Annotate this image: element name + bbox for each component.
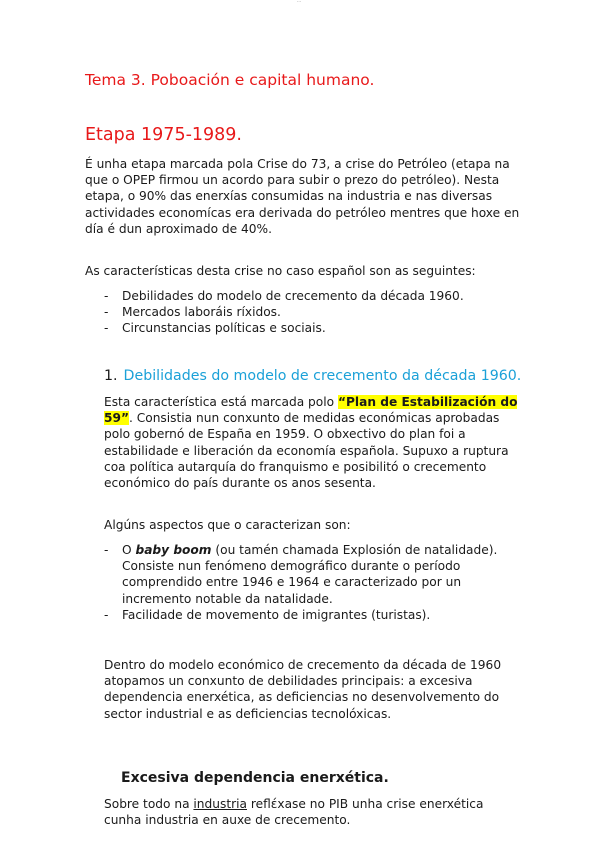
characteristics-list: [104, 288, 524, 337]
list-item: [104, 607, 514, 623]
plan-text-before: Esta característica está marcada polo: [104, 395, 338, 409]
aspect-text: Facilidade de movemento de imigrantes (turistas).: [122, 607, 431, 622]
last-text-after: reflέxase no PIB unha crise enerxética cunha industria en auxe de crecemento.: [104, 797, 484, 828]
section-heading: Etapa 1975-1989.: [85, 125, 242, 145]
plan-paragraph: [104, 394, 524, 491]
subsection-number: 1.: [104, 368, 118, 384]
subsubsection-heading: Excesiva dependencia enerxética.: [121, 770, 389, 786]
weakness-paragraph: Dentro do modelo económico de crecemento da década de 1960 atopamos un conxunto de debilidades principais: a excesiva dependencia enerxética, as deficiencias no desenvolvemento do sector industrial e as deficiencias tecnolóxicas.: [104, 658, 502, 721]
aspect-prefix: O: [122, 543, 136, 557]
plan-highlight: “Plan de Estabilización do 59”: [104, 395, 518, 426]
subsection-title: Debilidades do modelo de crecemento da década 1960.: [123, 368, 522, 384]
underlined-term: industria: [193, 797, 247, 811]
subsection-heading: [104, 368, 521, 384]
aspects-intro: Algúns aspectos que o caracterizan son:: [104, 518, 351, 532]
last-text-before: Sobre todo na: [104, 797, 194, 811]
aspect-text: (ou tamén chamada Explosión de natalidade). Consiste nun fenómeno demográfico durante o período comprendido entre 1946 e 1964 e caracterizado por un incremento notable da natalidade.: [122, 543, 498, 606]
characteristics-intro: As características desta crise no caso español son as seguintes:: [85, 264, 476, 278]
last-paragraph: [104, 796, 524, 828]
list-item: - Circunstancias políticas e sociais.: [104, 320, 524, 336]
plan-text-after: . Consistia nun conxunto de medidas económicas aprobadas polo gobernó de España en 1959. O obxectivo do plan foi a estabilidade e liberación da economía española. Supuxo a ruptura coa política autarquía do franquismo e posibilitó o crecemento económico do país durante os anos sesenta.: [104, 411, 509, 491]
aspects-list: [104, 542, 514, 623]
intro-paragraph: É unha etapa marcada pola Crise do 73, a crise do Petróleo (etapa na que o OPEP firmou un acordo para subir o prezo do petróleo). Nesta etapa, o 90% das enerxías consumidas na industria e nas diversas actividades economícas era derivada do petróleo mentres que hoxe en día é dun aproximado de 40%.: [85, 157, 520, 236]
page-title: Tema 3. Poboación e capital humano.: [85, 71, 375, 89]
aspect-emphasis: baby boom: [135, 543, 212, 557]
list-item: - Mercados laboráis ríxidos.: [104, 304, 524, 320]
header-mark: ···: [296, 0, 302, 5]
list-item: - Debilidades do modelo de crecemento da década 1960.: [104, 288, 524, 304]
list-item: [104, 542, 514, 607]
